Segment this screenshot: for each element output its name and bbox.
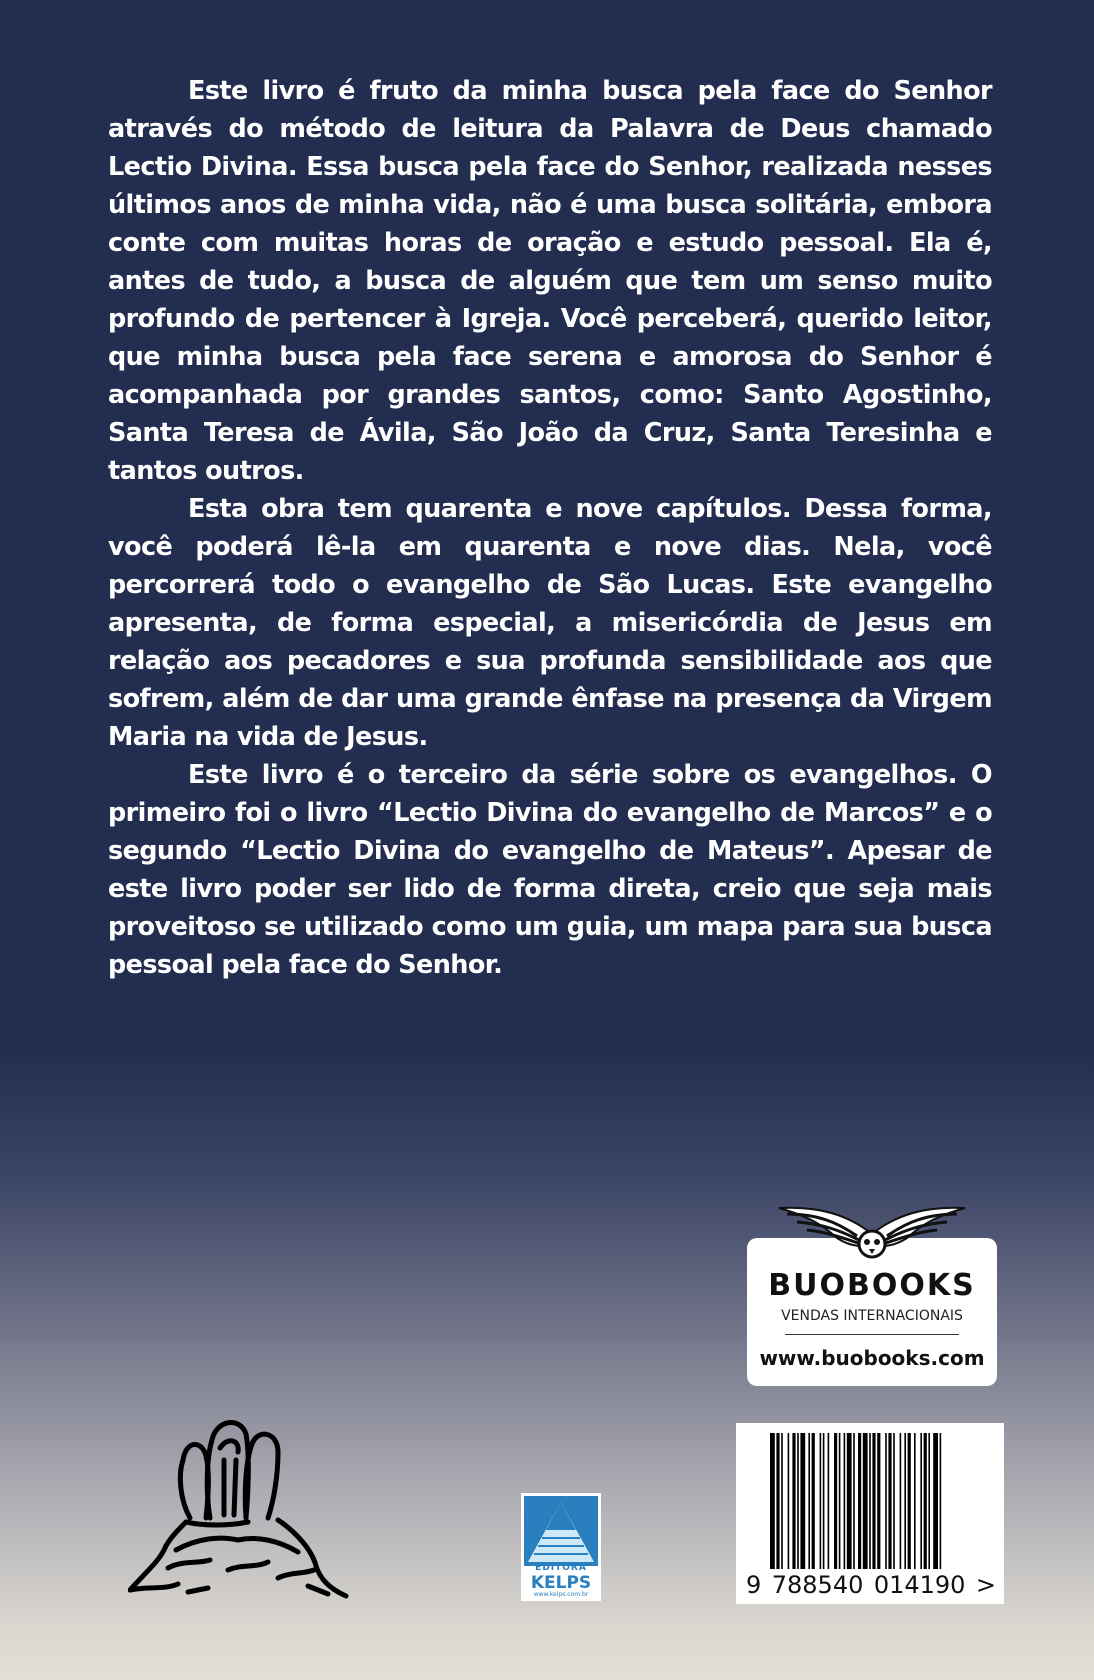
kelps-logo [521,1493,601,1601]
back-cover-blurb [108,72,992,984]
kelps-label: EDITORA [535,1563,587,1573]
blurb-paragraph-2: Esta obra tem quarenta e nove capítulos. Dessa forma, você poderá lê-la em quarenta e nove dias. Nela, você percorrerá todo o evangelho de São Lucas. Este evangelho apresenta, de forma especial, a misericórdia de Jesus em relação aos pecadores e sua profunda sensibilidade aos que sofrem, além de dar uma grande ênfase na presença da Virgem Maria na vida de Jesus. [108,494,992,752]
isbn-digit-group-3: 014190 [873,1571,966,1599]
praying-figures-emblem-icon [128,1400,358,1610]
isbn-digit-group-4: > [975,1571,996,1599]
isbn-barcode [736,1423,1004,1604]
isbn-digit-group-2: 788540 [771,1571,864,1599]
kelps-logo-icon [524,1496,598,1566]
kelps-name: KELPS [530,1573,592,1593]
owl-wings-logo-icon [777,1194,967,1264]
barcode-icon [736,1423,1004,1573]
buobooks-tagline: VENDAS INTERNACIONAIS [781,1308,963,1324]
kelps-url: www.kelps.com.br [533,1591,589,1598]
buobooks-divider [785,1334,959,1335]
blurb-paragraph-3: Este livro é o terceiro da série sobre os evangelhos. O primeiro foi o livro “Lectio Divina do evangelho de Marcos” e o segundo “Lectio Divina do evangelho de Mateus”. Apesar de este livro poder ser lido de forma direta, creio que seja mais proveitoso se utilizado como um guia, um mapa para sua busca pessoal pela face do Senhor. [108,760,992,980]
buobooks-url: www.buobooks.com [759,1346,985,1370]
isbn-digits [746,1571,996,1599]
buobooks-name: BUOBOOKS [768,1268,976,1303]
isbn-digit-group-1: 9 [746,1571,762,1599]
blurb-paragraph-1: Este livro é fruto da minha busca pela face do Senhor através do método de leitura da Palavra de Deus chamado Lectio Divina. Essa busca pela face do Senhor, realizada nesses últimos anos de minha vida, não é uma busca solitária, embora conte com muitas horas de oração e estudo pessoal. Ela é, antes de tudo, a busca de alguém que tem um senso muito profundo de pertencer à Igreja. Você perceberá, querido leitor, que minha busca pela face serena e amorosa do Senhor é acompanhada por grandes santos, como: Santo Agostinho, Santa Teresa de Ávila, São João da Cruz, Santa Teresinha e tantos outros. [108,76,992,486]
